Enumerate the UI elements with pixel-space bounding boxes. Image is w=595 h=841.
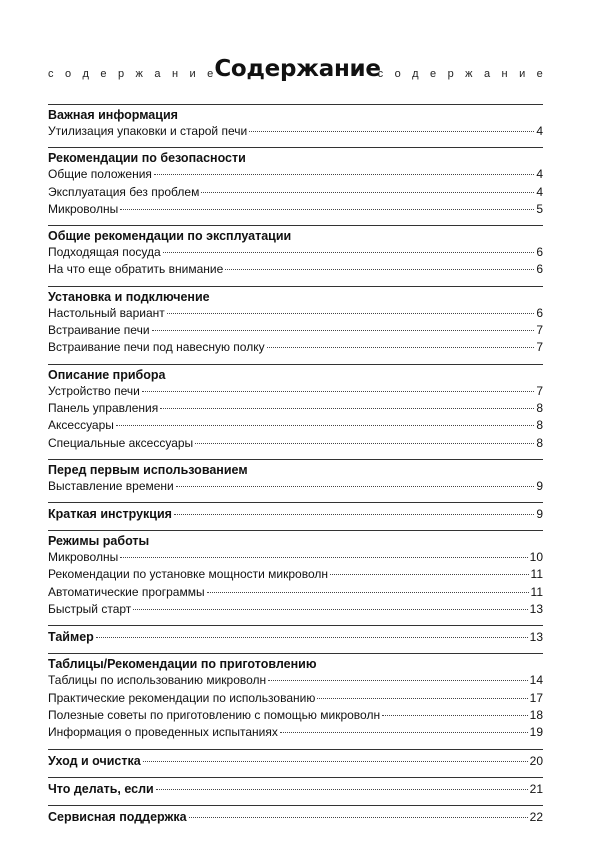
dot-leader xyxy=(225,269,534,270)
toc-entry[interactable] xyxy=(48,201,543,218)
toc-entry-label: Устройство печи xyxy=(48,383,140,398)
toc-entry[interactable] xyxy=(48,566,543,583)
dot-leader xyxy=(160,408,534,409)
toc-section-entry[interactable] xyxy=(48,629,543,646)
dot-leader xyxy=(267,347,535,348)
dot-leader xyxy=(280,732,528,733)
toc-section-title: Режимы работы xyxy=(48,534,150,549)
toc-section-title: Уход и очистка xyxy=(48,753,141,768)
toc-entry-label: Информация о проведенных испытаниях xyxy=(48,725,278,740)
toc-entry-label: Рекомендации по установке мощности микроволн xyxy=(48,567,328,582)
toc-entry-label: Панель управления xyxy=(48,400,159,415)
toc-section xyxy=(48,104,543,140)
toc-entry-label: Быстрый старт xyxy=(48,602,132,617)
toc-entry[interactable] xyxy=(48,724,543,741)
toc-entry[interactable] xyxy=(48,584,543,601)
toc-entry[interactable] xyxy=(48,166,543,183)
toc-entry[interactable] xyxy=(48,435,543,452)
page-title: Содержание xyxy=(214,56,381,82)
toc-page-number: 22 xyxy=(529,809,543,824)
toc-section-title: Общие рекомендации по эксплуатации xyxy=(48,229,292,244)
toc-section xyxy=(48,147,543,218)
toc-section-title: Описание прибора xyxy=(48,367,166,382)
toc-section xyxy=(48,777,543,798)
toc-section-title: Таблицы/Рекомендации по приготовлению xyxy=(48,657,317,672)
toc-entry[interactable] xyxy=(48,184,543,201)
dot-leader xyxy=(133,609,527,610)
toc-entry-label: Общие положения xyxy=(48,167,152,182)
dot-leader xyxy=(249,131,534,132)
toc-entry-label: Утилизация упаковки и старой печи xyxy=(48,124,248,138)
dot-leader xyxy=(207,592,529,593)
table-of-contents xyxy=(48,104,543,833)
toc-section xyxy=(48,625,543,646)
toc-entry-label: Подходящая посуда xyxy=(48,245,161,260)
toc-section-title: Таймер xyxy=(48,630,94,645)
toc-entry-label: Настольный вариант xyxy=(48,305,165,320)
toc-entry[interactable] xyxy=(48,322,543,339)
toc-entry-label: Встраивание печи xyxy=(48,323,150,338)
toc-section-entry[interactable] xyxy=(48,753,543,770)
toc-entry-label: Полезные советы по приготовлению с помощью микроволн xyxy=(48,707,381,722)
toc-entry-label: Таблицы по использованию микроволн xyxy=(48,673,267,688)
dot-leader xyxy=(143,761,528,762)
dot-leader xyxy=(96,637,528,638)
page-header xyxy=(48,56,547,88)
toc-section xyxy=(48,749,543,770)
header-right-word: с о д е р ж а н и е xyxy=(377,68,547,80)
toc-entry-label: Аксессуары xyxy=(48,418,114,433)
toc-section xyxy=(48,502,543,523)
dot-leader xyxy=(174,514,534,515)
toc-entry[interactable] xyxy=(48,417,543,434)
toc-page-number: 4 xyxy=(536,124,543,138)
toc-section xyxy=(48,286,543,357)
toc-section-title: Установка и подключение xyxy=(48,289,210,304)
toc-entry-label: Практические рекомендации по использованию xyxy=(48,690,316,705)
header-left-word: с о д е р ж а н и е xyxy=(48,68,218,80)
toc-section-title: Сервисная поддержка xyxy=(48,809,187,824)
toc-page-number: 21 xyxy=(529,781,543,796)
toc-entry-label: Автоматические программы xyxy=(48,584,205,599)
dot-leader xyxy=(195,443,534,444)
toc-page-number: 13 xyxy=(529,630,543,645)
dot-leader xyxy=(382,715,528,716)
toc-page-number: 20 xyxy=(529,753,543,768)
toc-page-number: 4 xyxy=(536,167,543,182)
toc-entry-label: Выставление времени xyxy=(48,478,174,493)
toc-entry[interactable] xyxy=(48,339,543,356)
toc-page-number: 8 xyxy=(536,400,543,415)
toc-page-number: 5 xyxy=(536,201,543,216)
toc-page-number: 6 xyxy=(536,245,543,260)
toc-entry[interactable] xyxy=(48,690,543,707)
toc-page-number: 8 xyxy=(536,418,543,433)
toc-entry-label: На что еще обратить внимание xyxy=(48,262,224,277)
toc-entry-label: Эксплуатация без проблем xyxy=(48,184,200,199)
toc-section xyxy=(48,805,543,826)
dot-leader xyxy=(163,252,535,253)
toc-page-number: 11 xyxy=(530,584,543,599)
toc-page-number: 17 xyxy=(529,690,543,705)
dot-leader xyxy=(116,425,534,426)
toc-section-entry[interactable] xyxy=(48,506,543,523)
toc-entry[interactable] xyxy=(48,601,543,618)
toc-page-number: 6 xyxy=(536,305,543,320)
toc-page-number: 8 xyxy=(536,435,543,450)
toc-page-number: 4 xyxy=(536,184,543,199)
toc-page-number: 7 xyxy=(536,323,543,338)
toc-section xyxy=(48,653,543,741)
toc-entry[interactable] xyxy=(48,672,543,689)
toc-entry[interactable] xyxy=(48,400,543,417)
toc-section-entry[interactable] xyxy=(48,781,543,798)
dot-leader xyxy=(156,789,528,790)
dot-leader xyxy=(152,330,535,331)
toc-section-title: Перед первым использованием xyxy=(48,462,248,477)
toc-page-number: 9 xyxy=(536,478,543,493)
toc-section-title: Важная информация xyxy=(48,108,178,122)
toc-page-number: 11 xyxy=(530,567,543,582)
toc-entry-label: Специальные аксессуары xyxy=(48,435,194,450)
dot-leader xyxy=(167,313,535,314)
toc-page-number: 7 xyxy=(536,383,543,398)
toc-page-number: 9 xyxy=(536,507,543,522)
toc-entry[interactable] xyxy=(48,549,543,566)
dot-leader xyxy=(330,574,529,575)
toc-entry[interactable] xyxy=(48,478,543,495)
toc-entry-label: Микроволны xyxy=(48,201,119,216)
dot-leader xyxy=(120,209,534,210)
toc-entry[interactable] xyxy=(48,123,543,140)
toc-section xyxy=(48,364,543,452)
dot-leader xyxy=(154,174,534,175)
toc-entry-label: Микроволны xyxy=(48,550,119,565)
toc-entry[interactable] xyxy=(48,383,543,400)
toc-page-number: 18 xyxy=(529,707,543,722)
dot-leader xyxy=(120,557,527,558)
toc-section-entry[interactable] xyxy=(48,809,543,826)
toc-entry[interactable] xyxy=(48,244,543,261)
toc-entry[interactable] xyxy=(48,305,543,322)
toc-page-number: 6 xyxy=(536,262,543,277)
toc-section-title: Краткая инструкция xyxy=(48,507,172,522)
toc-entry-label: Встраивание печи под навесную полку xyxy=(48,340,265,355)
dot-leader xyxy=(268,680,527,681)
toc-section xyxy=(48,530,543,618)
toc-section-title: Что делать, если xyxy=(48,781,154,796)
dot-leader xyxy=(317,698,527,699)
dot-leader xyxy=(142,391,534,392)
dot-leader xyxy=(201,192,534,193)
toc-page-number: 7 xyxy=(536,340,543,355)
toc-section xyxy=(48,459,543,495)
dot-leader xyxy=(176,486,535,487)
toc-page-number: 14 xyxy=(529,673,543,688)
toc-section-title: Рекомендации по безопасности xyxy=(48,151,246,166)
toc-entry[interactable] xyxy=(48,261,543,278)
toc-section xyxy=(48,225,543,279)
toc-page-number: 19 xyxy=(529,725,543,740)
toc-page-number: 10 xyxy=(529,550,543,565)
toc-entry[interactable] xyxy=(48,707,543,724)
dot-leader xyxy=(189,817,528,818)
toc-page-number: 13 xyxy=(529,602,543,617)
